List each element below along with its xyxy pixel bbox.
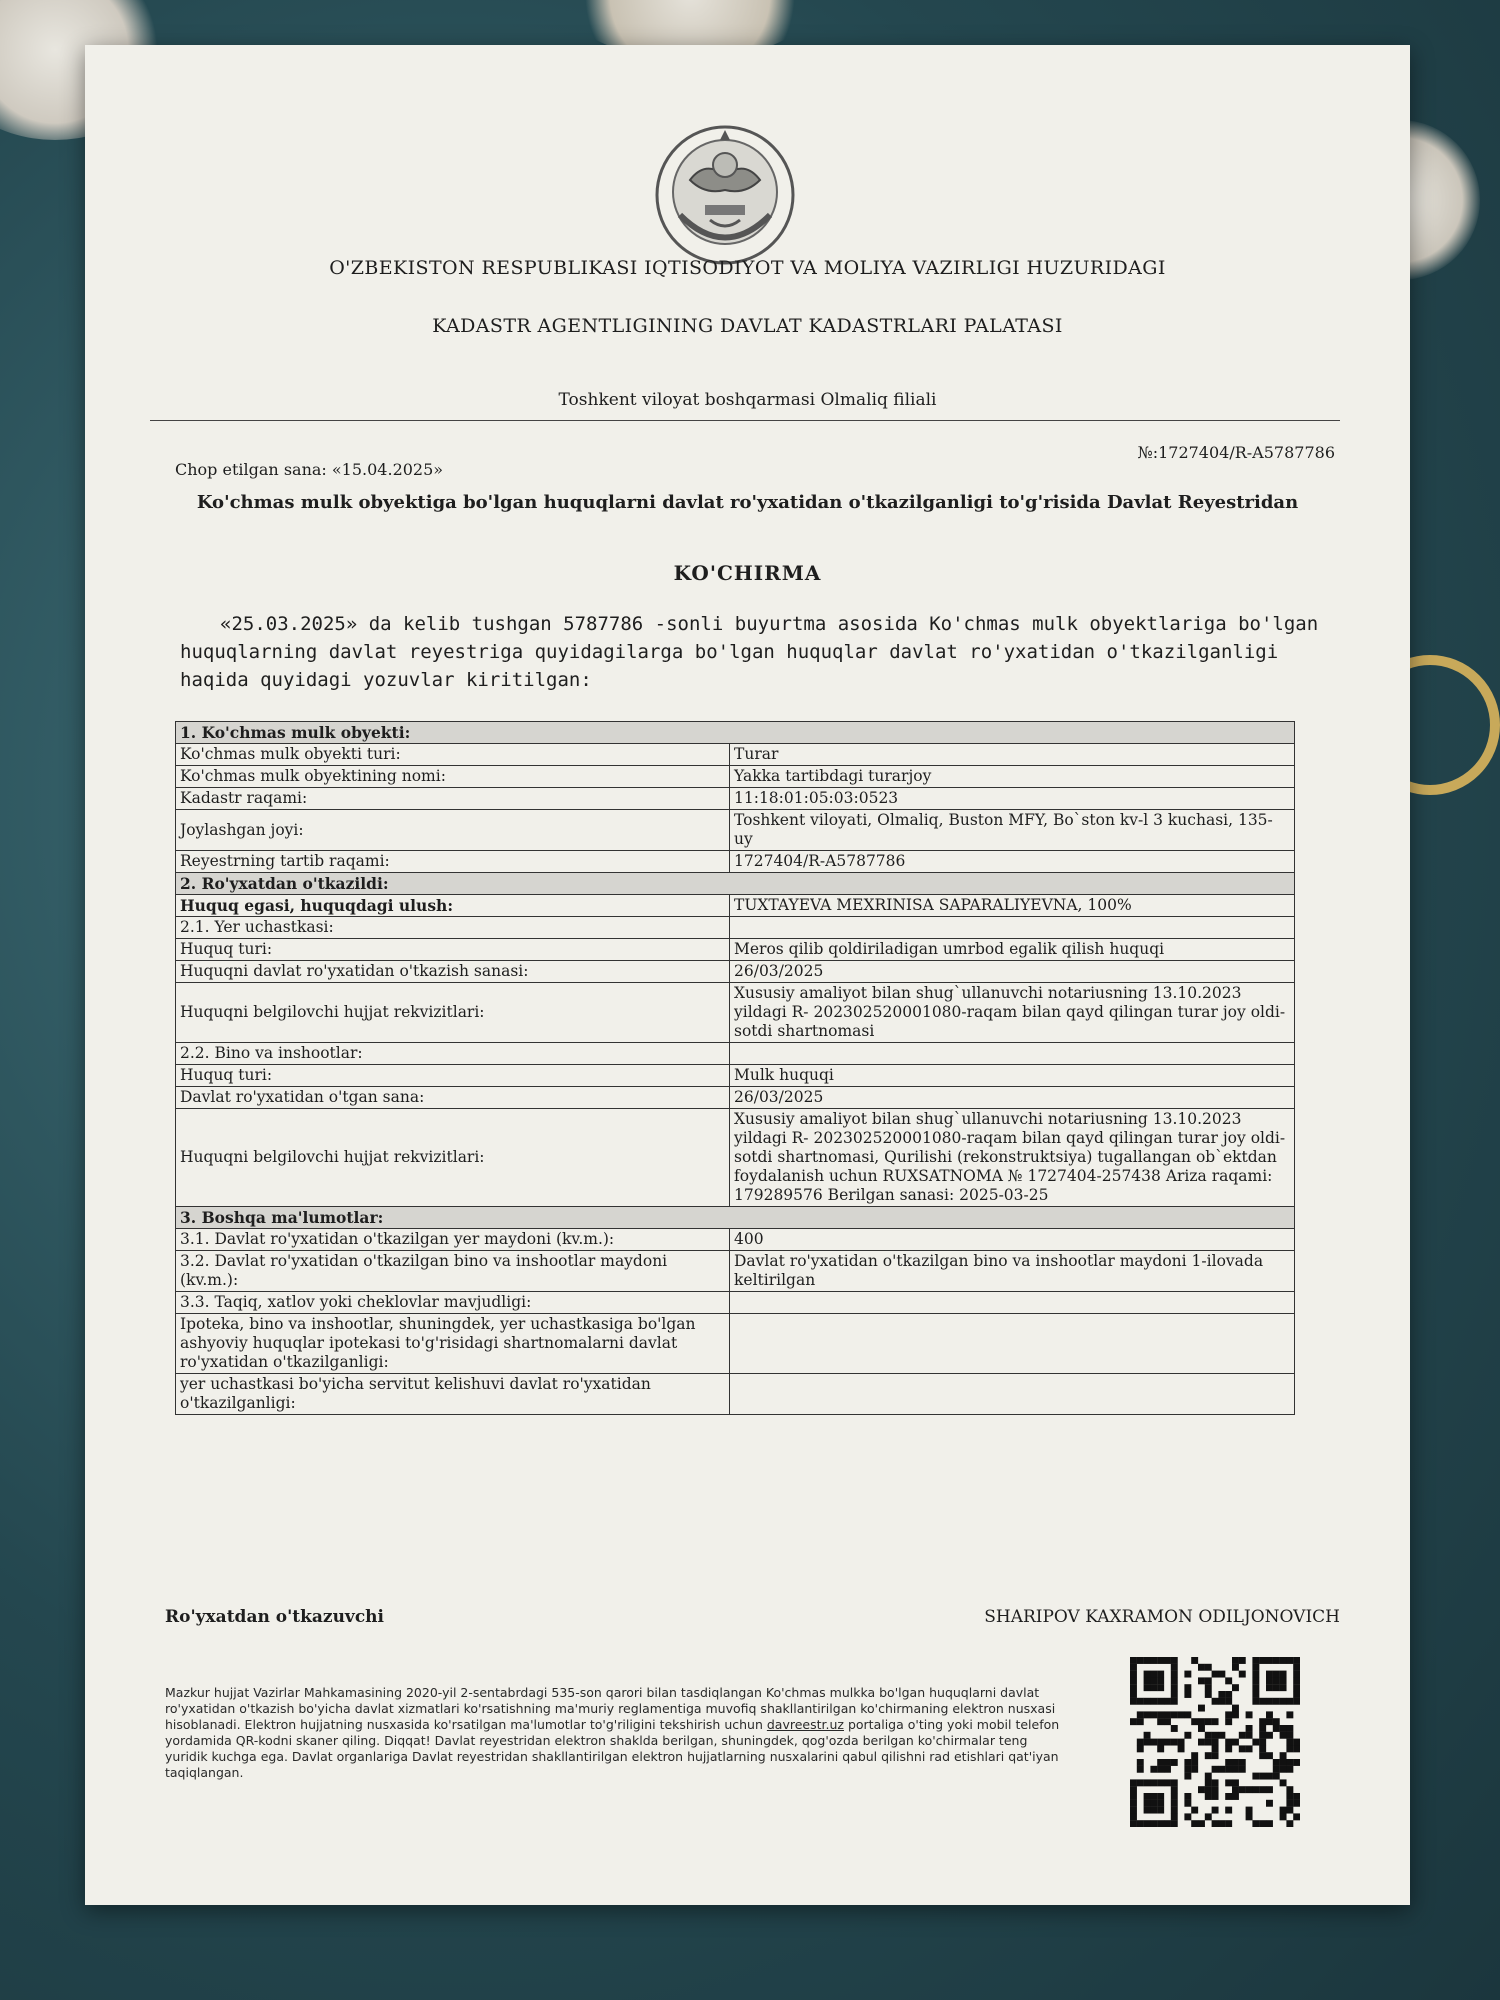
section-2-title: 2. Ro'yxatdan o'tkazildi: [176, 873, 1295, 895]
qr-code-icon[interactable] [1130, 1657, 1300, 1827]
land-subsection-title: 2.1. Yer uchastkasi: [176, 917, 730, 939]
row-label: Davlat ro'yxatidan o'tgan sana: [176, 1087, 730, 1109]
row-value: Yakka tartibdagi turarjoy [730, 766, 1295, 788]
row-value: 26/03/2025 [730, 1087, 1295, 1109]
row-label: Huquqni davlat ro'yxatidan o'tkazish sanasi: [176, 961, 730, 983]
registrar-name: SHARIPOV KAXRAMON ODILJONOVICH [984, 1607, 1340, 1627]
row-value [730, 1374, 1295, 1415]
table-row [176, 1043, 1295, 1065]
section-header [176, 1207, 1295, 1229]
owner-value: TUXTAYEVA MEXRINISA SAPARALIYEVNA, 100% [730, 895, 1295, 917]
table-row [176, 1251, 1295, 1292]
row-label: Ko'chmas mulk obyektining nomi: [176, 766, 730, 788]
row-label: 3.2. Davlat ro'yxatidan o'tkazilgan bino va inshootlar maydoni (kv.m.): [176, 1251, 730, 1292]
row-value: Meros qilib qoldiriladigan umrbod egalik qilish huquqi [730, 939, 1295, 961]
document-page [85, 45, 1410, 1905]
intro-paragraph: «25.03.2025» da kelib tushgan 5787786 -sonli buyurtma asosida Ko'chmas mulk obyektlariga bo'lgan huquqlarning davlat reyestriga quyidagilarga bo'lgan huquqlar davlat ro'yxatidan o'tkazilganligi haqida quyidagi yozuvlar kiritilgan: [180, 613, 1319, 691]
row-label: Kadastr raqami: [176, 788, 730, 810]
row-value [730, 1314, 1295, 1374]
footnote-text-before: Mazkur hujjat Vazirlar Mahkamasining 2020-yil 2-sentabrdagi 535-son qarori bilan tasdiqlangan Ko'chmas mulkka bo'lgan huquqlarni davlat ro'yxatidan o'tkazish bo'yicha davlat xizmatlari ko'rsatishning ma'muriy reglamentiga muvofiq shakllantirilgan ko'chirmaning elektron nusxasi hisoblanadi. Elektron hujjatning nusxasida ko'rsatilgan ma'lumotlar to'g'riligini tekshirish uchun [165, 1685, 1056, 1732]
legal-footnote [165, 1685, 1065, 1781]
document-subtitle: KO'CHIRMA [673, 561, 822, 585]
row-value: 1727404/R-A5787786 [730, 851, 1295, 873]
row-label: Ipoteka, bino va inshootlar, shuningdek, yer uchastkasiga bo'lgan ashyoviy huquqlar ipotekasi to'g'risidagi shartnomalarni davlat ro'yxatidan o'tkazilganligi: [176, 1314, 730, 1374]
table-row [176, 788, 1295, 810]
row-label: yer uchastkasi bo'yicha servitut kelishuvi davlat ro'yxatidan o'tkazilganligi: [176, 1374, 730, 1415]
table-row [176, 961, 1295, 983]
printed-date: Chop etilgan sana: «15.04.2025» [175, 460, 444, 479]
section-1-title: 1. Ko'chmas mulk obyekti: [176, 722, 1295, 744]
header-divider [150, 420, 1340, 421]
table-row [176, 1109, 1295, 1207]
row-value: Turar [730, 744, 1295, 766]
state-emblem-icon [650, 120, 800, 270]
row-value: 26/03/2025 [730, 961, 1295, 983]
document-title: Ko'chmas mulk obyektiga bo'lgan huquqlarni davlat ro'yxatidan o'tkazilganligi to'g'risida Davlat Reyestridan [196, 492, 1299, 513]
row-value: Davlat ro'yxatidan o'tkazilgan bino va inshootlar maydoni 1-ilovada keltirilgan [730, 1251, 1295, 1292]
row-value: Xususiy amaliyot bilan shug`ullanuvchi notariusning 13.10.2023 yildagi R- 202302520001080-raqam bilan qayd qilingan turar joy oldi-sotdi shartnomasi, Qurilishi (rekonstruktsiya) tugallangan ob`ektdan foydalanish uchun RUXSATNOMA № 1727404-257438 Ariza raqami: 179289576 Berilgan sanasi: 2025-03-25 [730, 1109, 1295, 1207]
row-value: 400 [730, 1229, 1295, 1251]
row-value [730, 917, 1295, 939]
agency-heading: KADASTR AGENTLIGINING DAVLAT KADASTRLARI PALATASI [432, 315, 1063, 337]
table-row [176, 983, 1295, 1043]
row-label: Joylashgan joyi: [176, 810, 730, 851]
table-row [176, 939, 1295, 961]
registry-table [175, 721, 1295, 1415]
row-label: Reyestrning tartib raqami: [176, 851, 730, 873]
row-label: 3.1. Davlat ro'yxatidan o'tkazilgan yer maydoni (kv.m.): [176, 1229, 730, 1251]
table-row [176, 1087, 1295, 1109]
table-row [176, 1314, 1295, 1374]
ministry-heading: O'ZBEKISTON RESPUBLIKASI IQTISODIYOT VA MOLIYA VAZIRLIGI HUZURIDAGI [329, 257, 1166, 279]
table-row [176, 895, 1295, 917]
table-row [176, 810, 1295, 851]
table-row [176, 1065, 1295, 1087]
row-label: Huquqni belgilovchi hujjat rekvizitlari: [176, 983, 730, 1043]
table-row [176, 1374, 1295, 1415]
branch-name: Toshkent viloyat boshqarmasi Olmaliq filiali [558, 390, 937, 410]
table-row [176, 744, 1295, 766]
row-value: Toshkent viloyati, Olmaliq, Buston MFY, Bo`ston kv-l 3 kuchasi, 135-uy [730, 810, 1295, 851]
section-3-title: 3. Boshqa ma'lumotlar: [176, 1207, 1295, 1229]
row-label: Huquq turi: [176, 1065, 730, 1087]
row-value: Xususiy amaliyot bilan shug`ullanuvchi notariusning 13.10.2023 yildagi R- 202302520001080-raqam bilan qayd qilingan turar joy oldi-sotdi shartnomasi [730, 983, 1295, 1043]
row-value [730, 1292, 1295, 1314]
row-label: Huquq turi: [176, 939, 730, 961]
section-header [176, 722, 1295, 744]
building-subsection-title: 2.2. Bino va inshootlar: [176, 1043, 730, 1065]
registrar-role: Ro'yxatdan o'tkazuvchi [165, 1607, 384, 1627]
row-label: Huquqni belgilovchi hujjat rekvizitlari: [176, 1109, 730, 1207]
row-label: 3.3. Taqiq, xatlov yoki cheklovlar mavjudligi: [176, 1292, 730, 1314]
owner-label: Huquq egasi, huquqdagi ulush: [176, 895, 730, 917]
table-row [176, 851, 1295, 873]
row-label: Ko'chmas mulk obyekti turi: [176, 744, 730, 766]
table-row [176, 917, 1295, 939]
row-value: 11:18:01:05:03:0523 [730, 788, 1295, 810]
table-row [176, 1292, 1295, 1314]
verification-link[interactable]: davreestr.uz [766, 1717, 844, 1732]
footnote-text-after: portaliga o'ting yoki mobil telefon yordamida QR-kodni skaner qiling. Diqqat! Davlat reyestridan elektron shaklda berilgan, shuningdek, qog'ozda berilgan ko'chirmalar teng yuridik kuchga ega. Davlat organlariga Davlat reyestridan shakllantirilgan elektron hujjatlarning nusxalarini qabul qilishni rad etishlari qat'iyan taqiqlangan. [165, 1717, 1060, 1780]
row-value: Mulk huquqi [730, 1065, 1295, 1087]
table-row [176, 1229, 1295, 1251]
section-header [176, 873, 1295, 895]
row-value [730, 1043, 1295, 1065]
table-row [176, 766, 1295, 788]
document-number: №:1727404/R-A5787786 [1137, 443, 1335, 462]
